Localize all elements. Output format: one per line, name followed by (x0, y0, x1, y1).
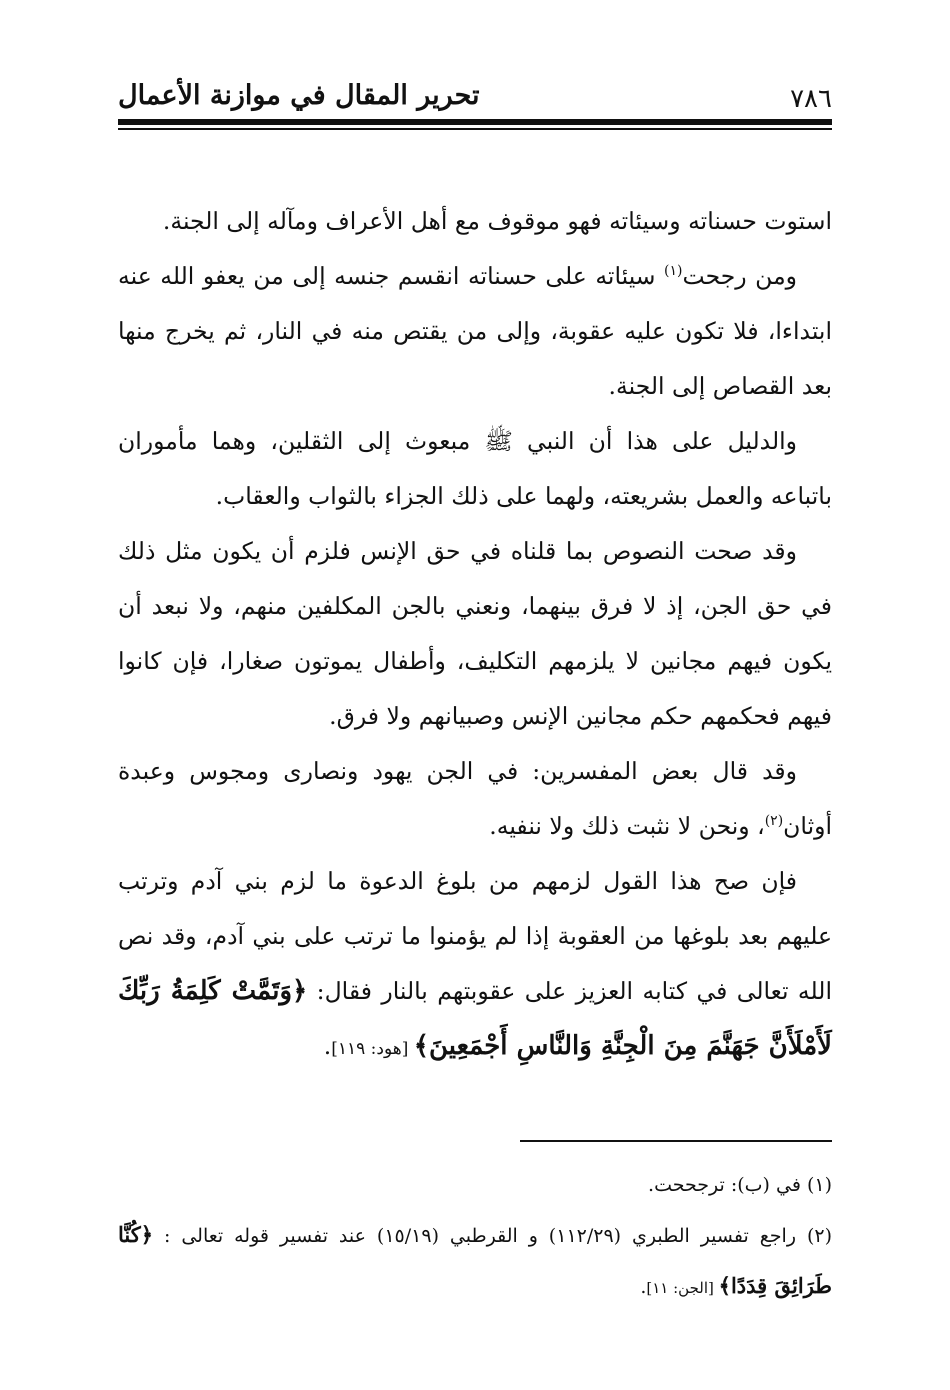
header-rule-thick (118, 119, 832, 125)
running-title: تحرير المقال في موازنة الأعمال (118, 80, 480, 111)
footnote-2-end: . (640, 1276, 647, 1298)
quran-verse: ﴿وَتَمَّتْ كَلِمَةُ رَبِّكَ لَأَمْلَأَنَّ جَهَنَّمَ مِنَ الْجِنَّةِ وَالنَّاسِ أَجْمَعِينَ﴾ (118, 976, 832, 1061)
paragraph-1: استوت حسناته وسيئاته فهو موقوف مع أهل الأعراف ومآله إلى الجنة. (162, 207, 832, 235)
footnote-ref-1: (١) (664, 263, 683, 280)
page-number: ٧٨٦ (790, 84, 832, 114)
paragraph-2-start: ومن رجحت (682, 262, 798, 290)
paragraph-4: وقد صحت النصوص بما قلناه في حق الإنس فلزم أن يكون مثل ذلك في حق الجن، إذ لا فرق بينهما، ونعني بالجن المكلفين منهم، ولا نبعد أن يكون فيهم مجانين لا يلزمهم التكليف، وأطفال يموتون صغارا، فإن كانوا فيهم فحكمهم حكم مجانين الإنس وصبيانهم ولا فرق. (118, 537, 832, 730)
page-header (118, 78, 832, 122)
paragraph-5-rest: ، ونحن لا نثبت ذلك ولا ننفيه. (489, 812, 765, 840)
verse-reference: [هود: ١١٩] (331, 1039, 414, 1059)
paragraph-6-end: . (323, 1032, 332, 1060)
paragraph-6-text: فإن صح هذا القول لزمهم من بلوغ الدعوة ما لزم بني آدم وترتب عليهم بعد بلوغها من العقوبة إذا لم يؤمنوا ما ترتب على بني آدم، وقد نص الله تعالى في كتابه العزيز على عقوبتهم بالنار فقال: (118, 867, 832, 1005)
paragraph-3: والدليل على هذا أن النبي ﷺ مبعوث إلى الثقلين، وهما مأموران باتباعه والعمل بشريعته، ولهما على ذلك الجزاء بالثواب والعقاب. (118, 427, 832, 510)
footnote-2-text: (٢) راجع تفسير الطبري (١١٢/٢٩) و القرطبي (١٥/١٩) عند تفسير قوله تعالى : (153, 1225, 832, 1247)
paragraph-2-rest: سيئاته على حسناته انقسم جنسه إلى من يعفو الله عنه ابتداءا، فلا تكون عليه عقوبة، وإلى من يقتص منه في النار، ثم يخرج منها بعد القصاص إلى الجنة. (118, 262, 832, 400)
paragraph-6 (118, 854, 832, 1077)
footnotes (118, 1160, 832, 1313)
footnote-verse-reference: [الجن: ١١] (646, 1279, 719, 1297)
footnote-1: (١) في (ب): ترجححت. (648, 1174, 832, 1196)
paragraph-2 (118, 249, 832, 414)
footnote-separator (520, 1140, 832, 1142)
footnote-quran-verse: ﴿كُنَّا طَرَائِقَ قِدَدًا﴾ (118, 1222, 832, 1298)
paragraph-5 (118, 744, 832, 854)
paragraph-5-start: وقد قال بعض المفسرين: في الجن يهود ونصارى ومجوس وعبدة أوثان (118, 757, 832, 840)
footnote-ref-2: (٢) (764, 813, 784, 830)
main-text (118, 194, 832, 1077)
footnote-2 (118, 1210, 832, 1313)
header-rule-thin (118, 128, 832, 130)
